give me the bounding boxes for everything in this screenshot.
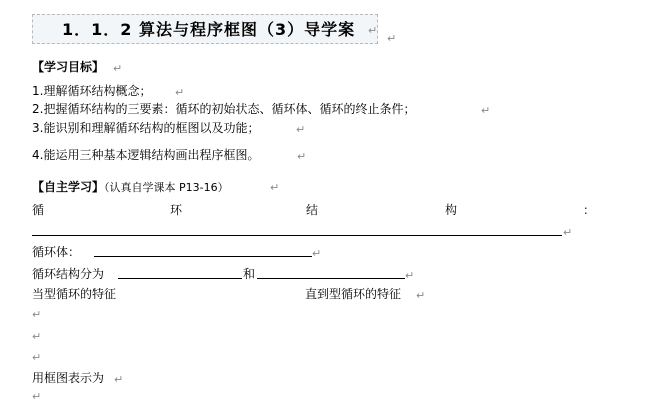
paragraph-mark-icon: ↵: [175, 86, 185, 99]
and-label: 和: [243, 267, 256, 281]
paragraph-mark-icon: ↵: [270, 181, 280, 194]
spread-char: 循: [32, 203, 45, 217]
fill-blank-line[interactable]: [32, 235, 562, 236]
paragraph-mark-icon: ↵: [416, 289, 426, 302]
when-type-label: 当型循环的特征: [32, 287, 117, 301]
spread-char: 结: [306, 203, 319, 217]
paragraph-mark-icon: ↵: [312, 247, 322, 260]
until-type-label: 直到型循环的特征: [305, 287, 402, 301]
paragraph-mark-icon: ↵: [114, 373, 124, 386]
self-study-note: （认真自学课本 P13-16）: [104, 181, 229, 194]
self-study-header: 【自主学习】: [32, 180, 105, 194]
paragraph-mark-icon: ↵: [297, 150, 307, 163]
goal-item: 3.能识别和理解循环结构的框图以及功能；: [32, 121, 260, 135]
paragraph-mark-icon: ↵: [481, 104, 491, 117]
spread-char: 构: [445, 203, 458, 217]
goal-item: 2.把握循环结构的三要素：循环的初始状态、循环体、循环的终止条件；: [32, 102, 416, 116]
spread-char: ：: [583, 203, 596, 217]
self-study-heading: [32, 176, 229, 195]
paragraph-mark-icon: ↵: [368, 24, 378, 37]
paragraph-mark-icon: ↵: [563, 226, 573, 239]
paragraph-mark-icon: ↵: [32, 390, 42, 403]
goal-item: 4.能运用三种基本逻辑结构画出程序框图。: [32, 148, 260, 162]
paragraph-mark-icon: ↵: [405, 269, 415, 282]
fill-blank-line[interactable]: [257, 278, 405, 279]
paragraph-mark-icon: ↵: [32, 308, 42, 321]
loop-body-label: 循环体：: [32, 245, 81, 259]
goals-header: 【学习目标】: [32, 60, 105, 74]
paragraph-mark-icon: ↵: [32, 351, 42, 364]
paragraph-mark-icon: ↵: [387, 32, 397, 45]
goal-item: 1.理解循环结构概念；: [32, 84, 152, 98]
fill-blank-line[interactable]: [94, 256, 312, 257]
paragraph-mark-icon: ↵: [113, 62, 123, 75]
paragraph-mark-icon: ↵: [296, 123, 306, 136]
fill-blank-line[interactable]: [118, 278, 242, 279]
divide-label: 循环结构分为: [32, 267, 105, 281]
spread-char: 环: [170, 203, 183, 217]
page-title: 1．1．2 算法与程序框图（3）导学案: [62, 20, 356, 39]
diagram-label: 用框图表示为: [32, 371, 105, 385]
paragraph-mark-icon: ↵: [32, 330, 42, 343]
